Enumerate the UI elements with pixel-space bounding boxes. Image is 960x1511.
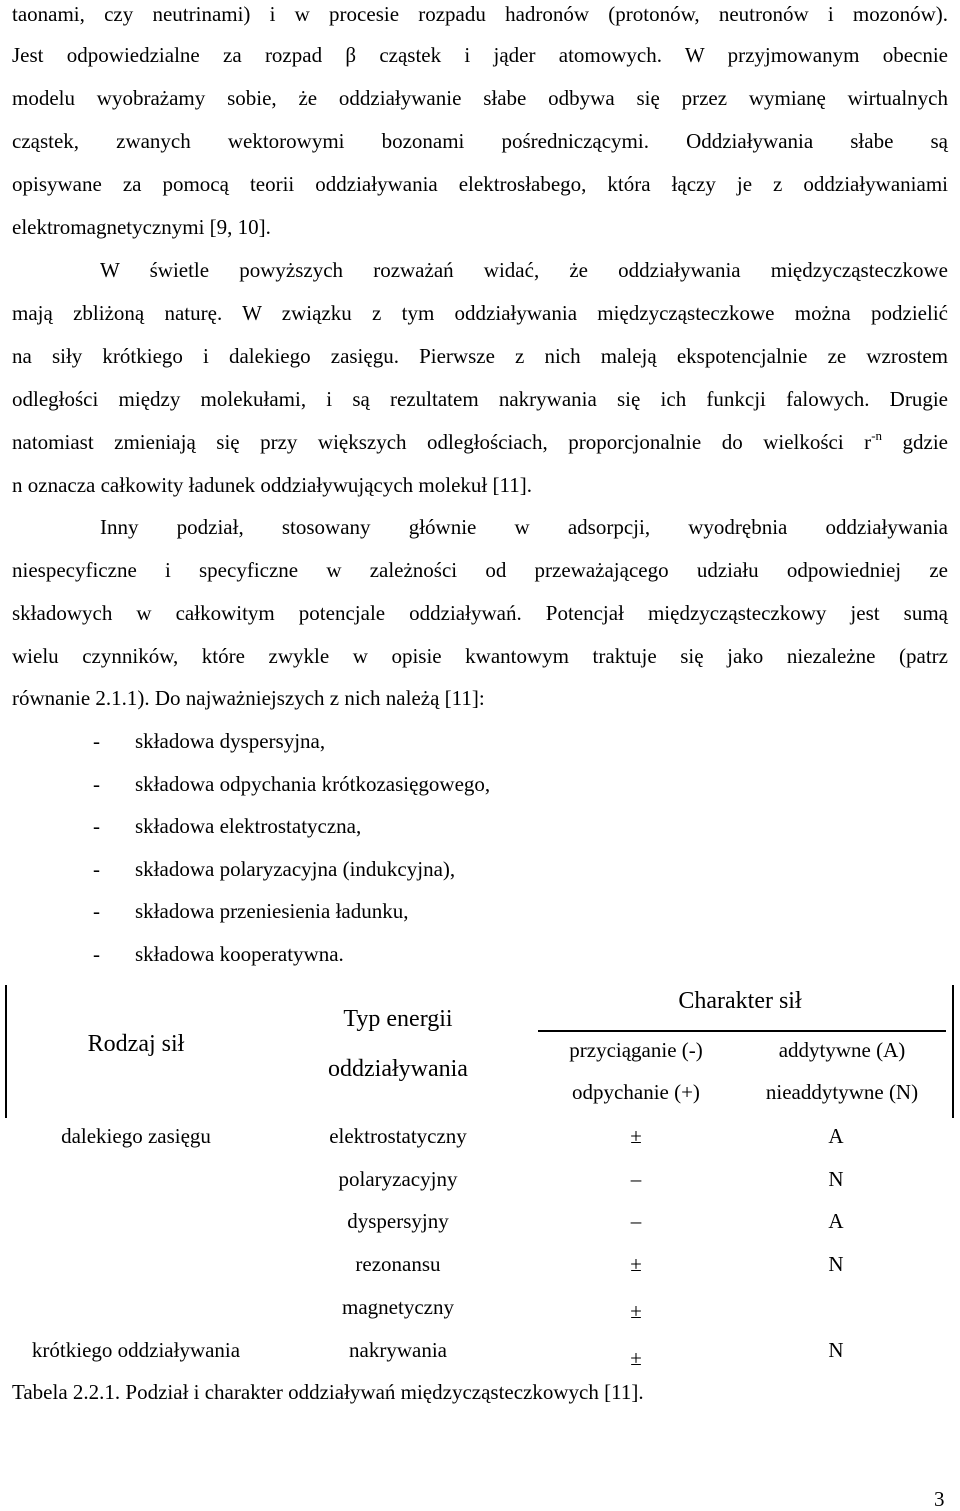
text-line: elektromagnetycznymi [9, 10]. — [12, 215, 271, 239]
header-nieaddytywne: nieaddytywne (N) — [765, 1080, 919, 1104]
cell-energy: nakrywania — [349, 1338, 447, 1362]
text-segment: gdzie — [882, 430, 949, 454]
header-addytywne: addytywne (A) — [778, 1038, 906, 1062]
list-item-text: składowa odpychania krótkozasięgowego, — [135, 772, 491, 796]
text-segment: natomiast zmieniają się przy większych odległościach, proporcjonalnie do wielkości r — [12, 430, 872, 454]
header-typ-energii-1: Typ energii — [343, 1006, 453, 1032]
cell-sign: ± — [630, 1252, 642, 1276]
cell-sign: ± — [630, 1346, 642, 1370]
text-line: Jest odpowiedzialne za rozpad β cząstek i jąder atomowych. W przyjmowanym obecnie — [12, 43, 948, 67]
table-caption: Tabela 2.2.1. Podział i charakter oddziaływań międzycząsteczkowych [11]. — [12, 1380, 644, 1404]
list-item — [93, 897, 409, 925]
header-odpychanie: odpychanie (+) — [572, 1080, 700, 1104]
list-item-text: składowa przeniesienia ładunku, — [135, 899, 409, 923]
cell-energy: dyspersyjny — [347, 1209, 449, 1233]
cell-sign: ± — [630, 1124, 642, 1148]
list-dash: - — [93, 857, 100, 881]
text-line: niespecyficzne i specyficzne w zależności od przeważającego udziału odpowiedniej ze — [12, 558, 948, 582]
page-number: 3 — [934, 1487, 945, 1511]
header-typ-energii-2: oddziaływania — [328, 1056, 468, 1082]
header-przyciaganie: przyciąganie (-) — [569, 1038, 703, 1062]
text-line: Inny podział, stosowany głównie w adsorpcji, wyodrębnia oddziaływania — [100, 515, 948, 539]
list-item — [93, 727, 325, 755]
text-line: W świetle powyższych rozważań widać, że oddziaływania międzycząsteczkowe — [100, 258, 948, 282]
list-item-text: składowa polaryzacyjna (indukcyjna), — [135, 857, 456, 881]
list-item — [93, 812, 361, 840]
text-line: składowych w całkowitym potencjale oddziaływań. Potencjał międzycząsteczkowy jest sumą — [12, 601, 948, 625]
cell-energy: elektrostatyczny — [329, 1124, 467, 1148]
list-dash: - — [93, 814, 100, 838]
list-item-text: składowa kooperatywna. — [135, 942, 344, 966]
text-line: cząstek, zwanych wektorowymi bozonami pośredniczącymi. Oddziaływania słabe są — [12, 129, 948, 153]
list-item — [93, 855, 455, 883]
cell-sign: ± — [630, 1299, 642, 1323]
superscript: -n — [871, 428, 883, 443]
text-line: wielu czynników, które zwykle w opisie kwantowym traktuje się jako niezależne (patrz — [12, 644, 948, 668]
cell-energy: rezonansu — [355, 1252, 441, 1276]
cell-additivity: A — [828, 1209, 844, 1233]
table-border-right — [952, 985, 954, 1118]
text-line: równanie 2.1.1). Do najważniejszych z nich należą [11]: — [12, 686, 485, 710]
text-line: mają zbliżoną naturę. W związku z tym oddziaływania międzycząsteczkowe można podzielić — [12, 301, 948, 325]
cell-kind: krótkiego oddziaływania — [31, 1338, 241, 1362]
text-line: opisywane za pomocą teorii oddziaływania elektrosłabego, która łączy je z oddziaływaniami — [12, 172, 948, 196]
header-rodzaj-sil: Rodzaj sił — [87, 1031, 185, 1057]
cell-additivity: N — [828, 1252, 844, 1276]
list-item-text: składowa elektrostatyczna, — [135, 814, 362, 838]
header-charakter-sil: Charakter sił — [678, 988, 802, 1014]
text-line: modelu wyobrażamy sobie, że oddziaływanie słabe odbywa się przez wymianę wirtualnych — [12, 86, 948, 110]
text-line: taonami, czy neutrinami) i w procesie rozpadu hadronów (protonów, neutronów i mozonów). — [12, 2, 948, 26]
cell-kind: dalekiego zasięgu — [61, 1124, 211, 1148]
cell-sign: – — [630, 1209, 642, 1233]
text-line: odległości między molekułami, i są rezultatem nakrywania się ich funkcji falowych. Drugie — [12, 387, 948, 411]
cell-energy: magnetyczny — [342, 1295, 454, 1319]
cell-sign: – — [630, 1167, 642, 1191]
table-border-left — [5, 985, 7, 1118]
text-line: na siły krótkiego i dalekiego zasięgu. Pierwsze z nich maleją ekspotencjalnie ze wzrostem — [12, 344, 948, 368]
list-dash: - — [93, 772, 100, 796]
table-group-rule — [538, 1030, 946, 1032]
cell-additivity: N — [828, 1338, 844, 1362]
text-line-with-superscript — [12, 428, 948, 456]
cell-additivity: A — [828, 1124, 844, 1148]
text-line: n oznacza całkowity ładunek oddziaływujących molekuł [11]. — [12, 473, 532, 497]
list-dash: - — [93, 729, 100, 753]
list-item — [93, 940, 344, 968]
list-dash: - — [93, 942, 100, 966]
list-dash: - — [93, 899, 100, 923]
list-item-text: składowa dyspersyjna, — [135, 729, 326, 753]
list-item — [93, 770, 490, 798]
cell-additivity: N — [828, 1167, 844, 1191]
cell-energy: polaryzacyjny — [338, 1167, 458, 1191]
